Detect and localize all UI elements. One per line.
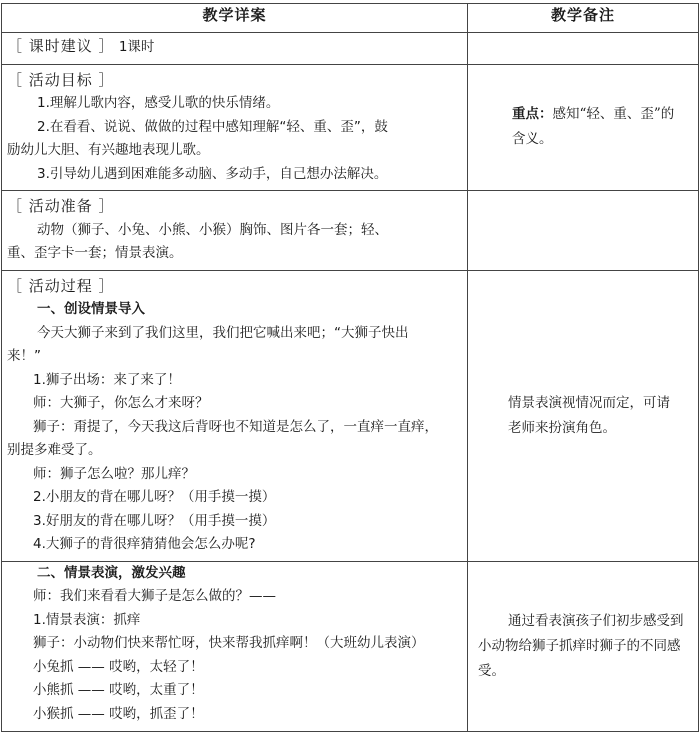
- note-key-point-cont: 含义。: [512, 131, 553, 148]
- process-line-1: 今天大狮子来到了我们这里，我们把它喊出来吧；“大狮子快出: [37, 324, 409, 341]
- row-class-hours: [2, 33, 699, 65]
- process-cell: [2, 270, 468, 561]
- process-note-line-1: 情景表演视情况而定，可请: [508, 394, 670, 411]
- process-line-6: 别提多难受了。: [7, 442, 102, 458]
- process-line-10: 4.大狮子的背很痒猜猜他会怎么办呢?: [33, 536, 256, 552]
- class-hours-value: 1课时: [118, 39, 155, 55]
- note-key-point-text: 感知“轻、重、歪”的: [552, 106, 675, 123]
- lesson-plan-table: [1, 3, 699, 732]
- note-key-point-label: 重点：: [512, 106, 553, 123]
- preparation-line-1: 动物（狮子、小兔、小熊、小猴）胸饰、图片各一套；轻、: [37, 221, 388, 238]
- class-hours-cell: [2, 33, 468, 65]
- process-subtitle-1: 一、创设情景导入: [37, 301, 145, 317]
- process-line-3: 1.狮子出场：来了来了！: [33, 371, 181, 388]
- performance-note-line-2: 小动物给狮子抓痒时狮子的不同感: [478, 637, 681, 654]
- process-title: ［ 活动过程 ］: [7, 276, 115, 295]
- header-row: [2, 4, 699, 33]
- performance-cell: [2, 561, 468, 731]
- process-line-4: 师：大狮子，你怎么才来呀？: [33, 395, 209, 411]
- process-line-5: 狮子：甭提了，今天我这后背呀也不知道是怎么了，一直痒一直痒，: [33, 418, 438, 435]
- objective-2-cont: 励幼儿大胆、有兴趣地表现儿歌。: [7, 142, 210, 158]
- preparation-line-2: 重、歪字卡一套；情景表演。: [7, 245, 183, 261]
- preparation-title: ［ 活动准备 ］: [7, 197, 115, 215]
- performance-note-cell: [468, 561, 699, 731]
- objectives-title: ［ 活动目标 ］: [7, 70, 115, 89]
- performance-line-6: 小猴抓 —— 哎哟，抓歪了！: [33, 705, 204, 722]
- performance-line-2: 1.情景表演：抓痒: [33, 611, 141, 628]
- performance-note-line-3: 受。: [478, 662, 505, 679]
- row-performance: [2, 561, 699, 731]
- performance-line-1: 师：我们来看看大狮子是怎么做的？——: [33, 588, 276, 604]
- row-process: [2, 270, 699, 561]
- class-hours-title: ［ 课时建议 ］: [7, 37, 115, 55]
- process-line-9: 3.好朋友的背在哪儿呀？（用手摸一摸）: [33, 512, 276, 529]
- header-notes: 教学备注: [468, 4, 699, 33]
- process-note-line-2: 老师来扮演角色。: [508, 419, 616, 436]
- performance-line-4: 小兔抓 —— 哎哟，太轻了！: [33, 658, 204, 675]
- performance-note-line-1: 通过看表演孩子们初步感受到: [508, 612, 684, 629]
- process-line-8: 2.小朋友的背在哪儿呀？（用手摸一摸）: [33, 489, 276, 505]
- process-line-7: 师：狮子怎么啦？那儿痒？: [33, 465, 195, 482]
- objectives-note-cell: [468, 64, 699, 191]
- preparation-note-cell: [468, 191, 699, 271]
- preparation-cell: [2, 191, 468, 271]
- performance-line-5: 小熊抓 —— 哎哟，太重了！: [33, 682, 204, 698]
- process-note-cell: [468, 270, 699, 561]
- header-detail: 教学详案: [2, 4, 468, 33]
- performance-subtitle: 二、情景表演，激发兴趣: [37, 564, 186, 581]
- row-objectives: [2, 64, 699, 191]
- row-preparation: [2, 191, 699, 271]
- objectives-cell: [2, 64, 468, 191]
- objective-2: 2.在看看、说说、做做的过程中感知理解“轻、重、歪”，鼓: [37, 118, 388, 135]
- objective-3: 3.引导幼儿遇到困难能多动脑、多动手，自己想办法解决。: [37, 165, 388, 182]
- performance-line-3: 狮子：小动物们快来帮忙呀，快来帮我抓痒啊！（大班幼儿表演）: [33, 635, 425, 651]
- objective-1: 1.理解儿歌内容，感受儿歌的快乐情绪。: [37, 95, 280, 111]
- class-hours-note-cell: [468, 33, 699, 65]
- process-line-2: 来！”: [7, 348, 41, 364]
